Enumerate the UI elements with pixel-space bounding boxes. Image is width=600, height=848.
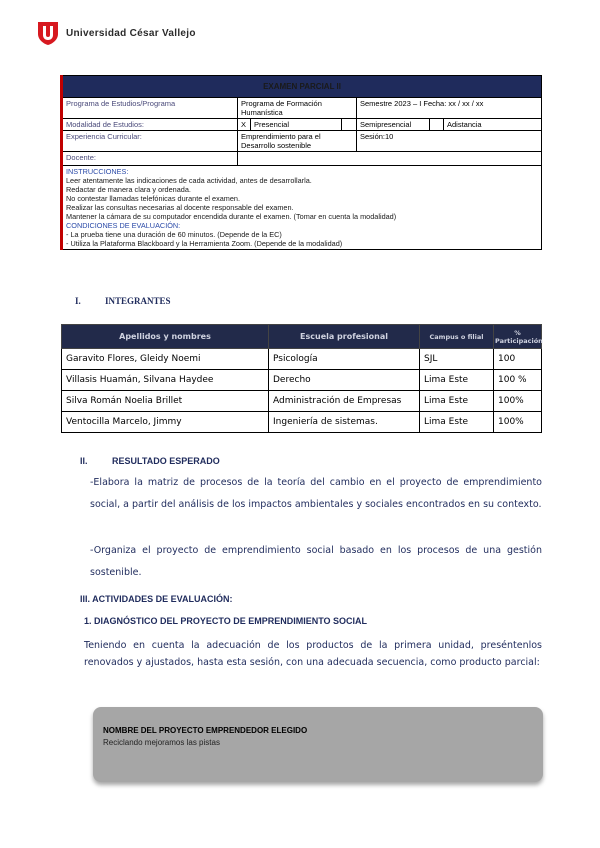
cell-campus: Lima Este — [420, 412, 494, 433]
column-header: % Participación — [494, 325, 542, 349]
table-row — [62, 412, 542, 433]
conditions-title: CONDICIONES DE EVALUACIÓN: — [66, 221, 181, 230]
table-row — [62, 391, 542, 412]
cell-participation: 100% — [494, 412, 542, 433]
section-title: RESULTADO ESPERADO — [112, 456, 220, 466]
modalidad-adistancia: Adistancia — [444, 119, 542, 131]
modalidad-mark: X — [238, 119, 251, 131]
section-resultado-heading — [80, 456, 220, 466]
programa-label: Programa de Estudios/Programa — [62, 98, 238, 119]
section-number: II. — [80, 456, 88, 466]
cell-school: Ingeniería de sistemas. — [269, 412, 420, 433]
section-number: I. — [75, 296, 81, 306]
cell-participation: 100 % — [494, 370, 542, 391]
instruction-line: Mantener la cámara de su computador encendida durante el examen. (Tomar en cuenta la modalidad) — [66, 212, 397, 221]
integrantes-table — [61, 324, 542, 433]
project-name: Reciclando mejoramos las pistas — [103, 738, 220, 747]
instruction-line: Leer atentamente las indicaciones de cada actividad, antes de desarrollarla. — [66, 176, 312, 185]
table-row — [62, 349, 542, 370]
subsection-diagnostico-heading: 1. DIAGNÓSTICO DEL PROYECTO DE EMPRENDIMIENTO SOCIAL — [84, 616, 368, 626]
resultado-paragraph-2: -Organiza el proyecto de emprendimiento social basado en los procesos de una gestión sostenible. — [90, 545, 542, 578]
cell-participation: 100 — [494, 349, 542, 370]
section-integrantes-heading — [75, 296, 171, 306]
cell-name: Silva Román Noelia Brillet — [62, 391, 269, 412]
instruction-line: Realizar las consultas necesarias al docente responsable del examen. — [66, 203, 294, 212]
project-label: NOMBRE DEL PROYECTO EMPRENDEDOR ELEGIDO — [103, 726, 308, 735]
instruction-line: Redactar de manera clara y ordenada. — [66, 185, 191, 194]
cell-campus: Lima Este — [420, 391, 494, 412]
ucv-crest-icon — [37, 20, 59, 46]
cell-name: Villasis Huamán, Silvana Haydee — [62, 370, 269, 391]
condition-line: - Utiliza la Plataforma Blackboard y la Herramienta Zoom. (Depende de la modalidad) — [66, 239, 343, 248]
modalidad-semipresencial: Semipresencial — [357, 119, 430, 131]
cell-participation: 100% — [494, 391, 542, 412]
section-title: INTEGRANTES — [105, 296, 171, 306]
modalidad-presencial: Presencial — [251, 119, 342, 131]
experiencia-label: Experiencia Curricular: — [62, 131, 238, 152]
modalidad-label: Modalidad de Estudios: — [62, 119, 238, 131]
semestre-fecha: Semestre 2023 – I Fecha: xx / xx / xx — [357, 98, 542, 119]
docente-value — [238, 152, 542, 166]
modalidad-box — [342, 119, 357, 131]
experiencia-value: Emprendimiento para el Desarrollo sostenible — [238, 131, 357, 152]
university-name: Universidad César Vallejo — [66, 27, 196, 39]
project-name-box — [93, 707, 543, 782]
cell-campus: Lima Este — [420, 370, 494, 391]
docente-label: Docente: — [62, 152, 238, 166]
table-row — [62, 370, 542, 391]
cell-name: Ventocilla Marcelo, Jimmy — [62, 412, 269, 433]
university-logo — [37, 20, 196, 46]
modalidad-box — [430, 119, 444, 131]
cell-school: Psicología — [269, 349, 420, 370]
cell-school: Administración de Empresas — [269, 391, 420, 412]
section-actividades-heading: III. ACTIVIDADES DE EVALUACIÓN: — [80, 594, 233, 604]
resultado-paragraph-1: -Elabora la matriz de procesos de la teoría del cambio en el proyecto de emprendimiento social, a partir del análisis de los impactos ambientales y sociales encontrados en su contexto. — [90, 477, 542, 510]
column-header: Campus o filial — [420, 325, 494, 349]
column-header: Escuela profesional — [269, 325, 420, 349]
cell-school: Derecho — [269, 370, 420, 391]
cell-campus: SJL — [420, 349, 494, 370]
condition-line: - La prueba tiene una duración de 60 minutos. (Depende de la EC) — [66, 230, 282, 239]
instruction-line: No contestar llamadas telefónicas durante el examen. — [66, 194, 241, 203]
instructions-block — [62, 166, 542, 250]
actividades-paragraph: Teniendo en cuenta la adecuación de los productos de la primera unidad, preséntenlos renovados y ajustados, hasta esta sesión, con una adecuada secuencia, como producto parcial: — [84, 640, 542, 668]
exam-title: EXAMEN PARCIAL II — [62, 76, 542, 98]
cell-name: Garavito Flores, Gleidy Noemi — [62, 349, 269, 370]
column-header: Apellidos y nombres — [62, 325, 269, 349]
instructions-title: INSTRUCCIONES: — [66, 167, 129, 176]
exam-info-table — [60, 75, 542, 250]
programa-value: Programa de Formación Humanística — [238, 98, 357, 119]
sesion: Sesión:10 — [357, 131, 542, 152]
